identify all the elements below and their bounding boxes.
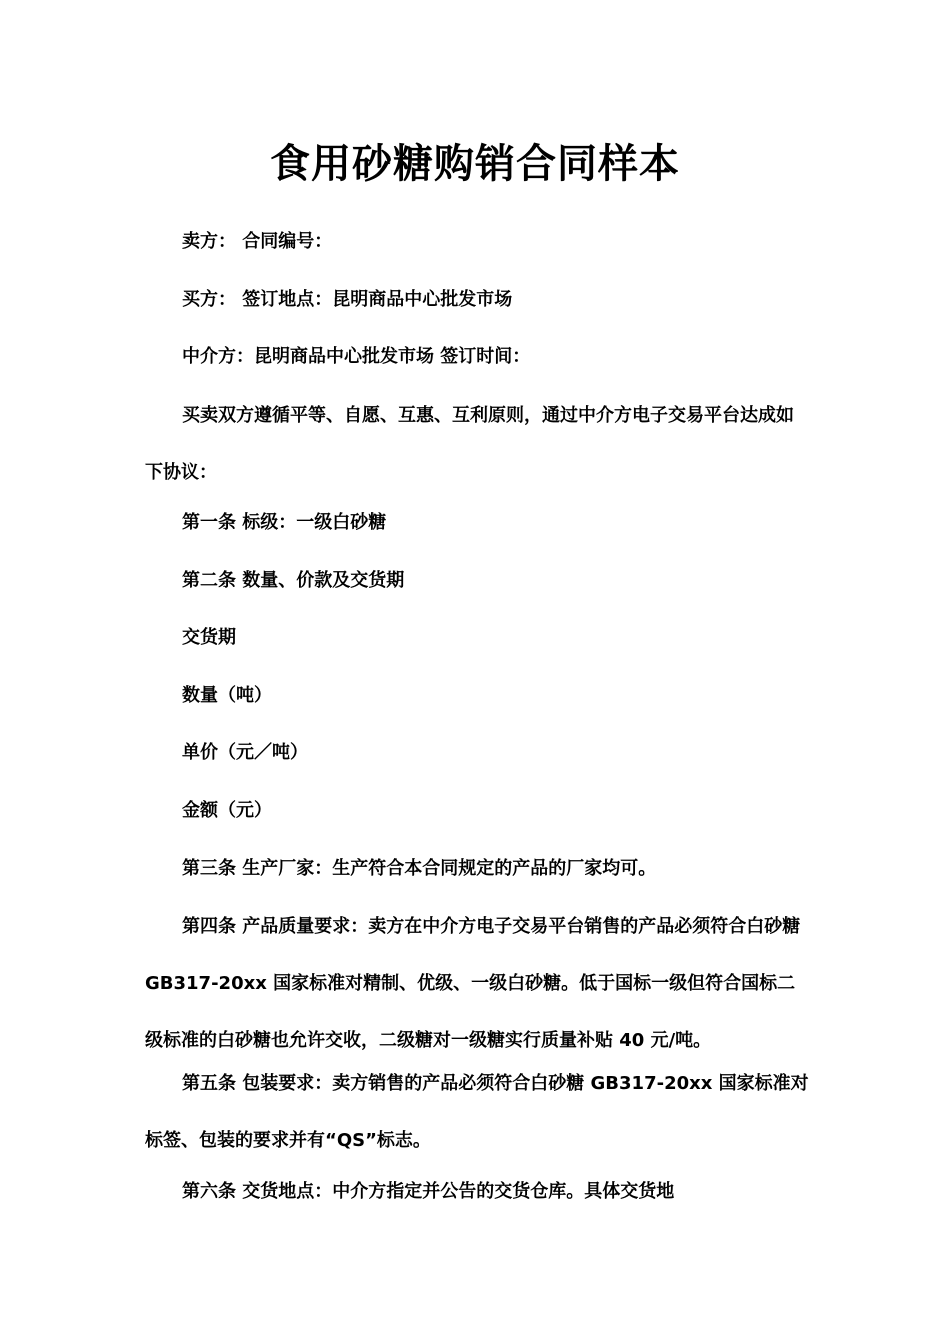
paragraph-buyer: 买方： 签订地点：昆明商品中心批发市场 bbox=[182, 289, 513, 310]
paragraph-amount: 金额（元） bbox=[182, 800, 272, 821]
paragraph-article-4: 第四条 产品质量要求：卖方在中介方电子交易平台销售的产品必须符合白砂糖 GB317-20xx 国家标准对精制、优级、一级白砂糖。低于国标一级但符合国标二级标准的白砂糖也允许交收，二级糖对一级糖实行质量补贴 40 元/吨。 bbox=[145, 916, 801, 1051]
paragraph-intermediary: 中介方：昆明商品中心批发市场 签订时间： bbox=[182, 346, 531, 367]
paragraph-unit-price: 单价（元／吨） bbox=[182, 742, 308, 763]
paragraph-article-3: 第三条 生产厂家：生产符合本合同规定的产品的厂家均可。 bbox=[182, 858, 657, 879]
paragraph-seller: 卖方： 合同编号： bbox=[182, 231, 333, 252]
paragraph-delivery-period: 交货期 bbox=[182, 627, 236, 648]
paragraph-article-1: 第一条 标级：一级白砂糖 bbox=[182, 512, 387, 533]
paragraph-quantity: 数量（吨） bbox=[182, 685, 272, 706]
document-title: 食用砂糖购销合同样本 bbox=[270, 141, 680, 187]
paragraph-article-2: 第二条 数量、价款及交货期 bbox=[182, 570, 405, 591]
paragraph-article-6: 第六条 交货地点：中介方指定并公告的交货仓库。具体交货地 bbox=[182, 1181, 675, 1202]
paragraph-article-5: 第五条 包装要求：卖方销售的产品必须符合白砂糖 GB317-20xx 国家标准对标签、包装的要求并有“QS”标志。 bbox=[145, 1073, 809, 1151]
paragraph-agreement-intro: 买卖双方遵循平等、自愿、互惠、互利原则，通过中介方电子交易平台达成如下协议： bbox=[145, 405, 794, 483]
